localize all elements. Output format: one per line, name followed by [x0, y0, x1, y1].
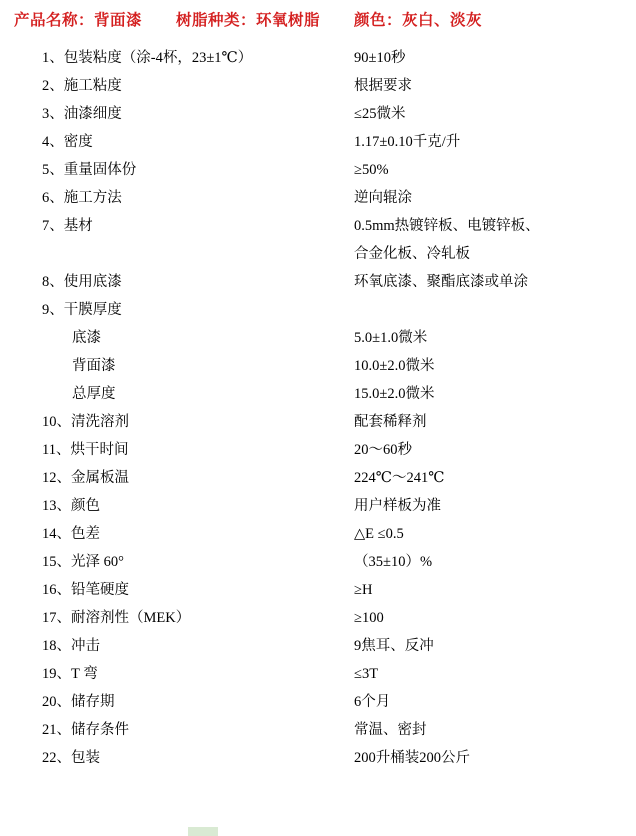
resin-type-text: 树脂种类：环氧树脂	[176, 12, 321, 29]
spec-label: 3、油漆细度	[42, 106, 122, 122]
spec-value	[354, 72, 626, 100]
spec-value-line: ≤3T	[354, 666, 379, 682]
spec-value	[354, 100, 626, 128]
spec-value-line: 1.17±0.10千克/升	[354, 134, 461, 150]
spec-label: 18、冲击	[42, 638, 100, 654]
spec-value-line: ≥50%	[354, 162, 389, 178]
spec-label: 17、耐溶剂性（MEK）	[42, 610, 191, 626]
spec-label: 20、储存期	[42, 694, 115, 710]
spec-value	[354, 688, 626, 716]
document-header	[0, 0, 636, 30]
spec-value-line: 15.0±2.0微米	[354, 386, 435, 402]
spec-value-line: 根据要求	[354, 78, 412, 94]
spec-value	[354, 576, 626, 604]
spec-value-line: 合金化板、冷轧板	[354, 246, 470, 262]
spec-label: 底漆	[72, 330, 101, 346]
spec-value	[354, 128, 626, 156]
specification-list	[0, 44, 636, 772]
spec-label: 22、包装	[42, 750, 100, 766]
spec-label: 6、施工方法	[42, 190, 122, 206]
spec-label: 9、干膜厚度	[42, 302, 122, 318]
spec-value	[354, 352, 626, 380]
spec-row	[14, 492, 626, 520]
page-footer-mark	[188, 827, 218, 836]
spec-label: 11、烘干时间	[42, 442, 129, 458]
spec-value	[354, 380, 626, 408]
spec-value-line: 0.5mm热镀锌板、电镀锌板、	[354, 218, 540, 234]
spec-label: 背面漆	[72, 358, 116, 374]
spec-value	[354, 156, 626, 184]
spec-row	[14, 660, 626, 688]
spec-row	[14, 44, 626, 72]
spec-label: 4、密度	[42, 134, 93, 150]
spec-row	[14, 212, 626, 268]
spec-row	[14, 72, 626, 100]
spec-label: 10、清洗溶剂	[42, 414, 129, 430]
spec-value-line: 200升桶装200公斤	[354, 750, 470, 766]
spec-label: 12、金属板温	[42, 470, 129, 486]
spec-label: 8、使用底漆	[42, 274, 122, 290]
spec-row	[14, 128, 626, 156]
spec-value	[354, 464, 626, 492]
spec-value-line: ≥100	[354, 610, 384, 626]
spec-row	[14, 548, 626, 576]
spec-row	[14, 632, 626, 660]
spec-value	[354, 408, 626, 436]
spec-value-line: ≤25微米	[354, 106, 406, 122]
spec-value-line: 5.0±1.0微米	[354, 330, 428, 346]
spec-value	[354, 604, 626, 632]
spec-row	[14, 408, 626, 436]
spec-value	[354, 212, 626, 268]
spec-label: 16、铅笔硬度	[42, 582, 129, 598]
spec-value-line: △E ≤0.5	[354, 526, 404, 542]
spec-value	[354, 268, 626, 296]
spec-label: 总厚度	[72, 386, 116, 402]
spec-label: 7、基材	[42, 218, 93, 234]
spec-value	[354, 632, 626, 660]
spec-label: 5、重量固体份	[42, 162, 137, 178]
spec-row	[14, 436, 626, 464]
spec-value	[354, 184, 626, 212]
spec-value-line: 环氧底漆、聚酯底漆或单涂	[354, 274, 528, 290]
spec-value-line: （35±10）%	[354, 554, 433, 570]
spec-label: 14、色差	[42, 526, 100, 542]
spec-value-line: 逆向辊涂	[354, 190, 412, 206]
spec-value	[354, 520, 626, 548]
spec-row	[14, 268, 626, 296]
spec-row	[14, 296, 626, 324]
spec-label: 2、施工粘度	[42, 78, 122, 94]
spec-value	[354, 436, 626, 464]
spec-row	[14, 184, 626, 212]
spec-value-line: 用户样板为准	[354, 498, 441, 514]
spec-row	[14, 100, 626, 128]
spec-row	[14, 604, 626, 632]
spec-row	[14, 576, 626, 604]
spec-value-line: 6个月	[354, 694, 391, 710]
spec-row	[14, 156, 626, 184]
spec-value	[354, 744, 626, 772]
spec-value-line: 20～60秒	[354, 442, 412, 458]
spec-value-line: 90±10秒	[354, 50, 406, 66]
spec-label: 15、光泽 60°	[42, 554, 124, 570]
spec-value-line: 9焦耳、反冲	[354, 638, 434, 654]
spec-value-line: 配套稀释剂	[354, 414, 427, 430]
spec-value	[354, 324, 626, 352]
spec-row	[14, 520, 626, 548]
spec-label: 21、储存条件	[42, 722, 129, 738]
spec-label: 13、颜色	[42, 498, 100, 514]
color-text: 颜色：灰白、淡灰	[354, 12, 483, 29]
product-name-text: 产品名称：背面漆	[14, 12, 143, 29]
spec-row	[14, 464, 626, 492]
spec-value-line: 224℃～241℃	[354, 470, 445, 486]
spec-row	[14, 688, 626, 716]
spec-row	[14, 716, 626, 744]
spec-value	[354, 492, 626, 520]
spec-row	[14, 744, 626, 772]
spec-value-line: 常温、密封	[354, 722, 427, 738]
spec-value	[354, 44, 626, 72]
spec-value	[354, 660, 626, 688]
spec-value	[354, 716, 626, 744]
spec-value	[354, 548, 626, 576]
spec-row	[14, 324, 626, 352]
spec-label: 19、T 弯	[42, 666, 98, 682]
spec-row	[14, 352, 626, 380]
spec-row	[14, 380, 626, 408]
spec-label: 1、包装粘度（涂-4杯，23±1℃）	[42, 50, 253, 66]
spec-value-line: 10.0±2.0微米	[354, 358, 435, 374]
spec-value-line: ≥H	[354, 582, 373, 598]
